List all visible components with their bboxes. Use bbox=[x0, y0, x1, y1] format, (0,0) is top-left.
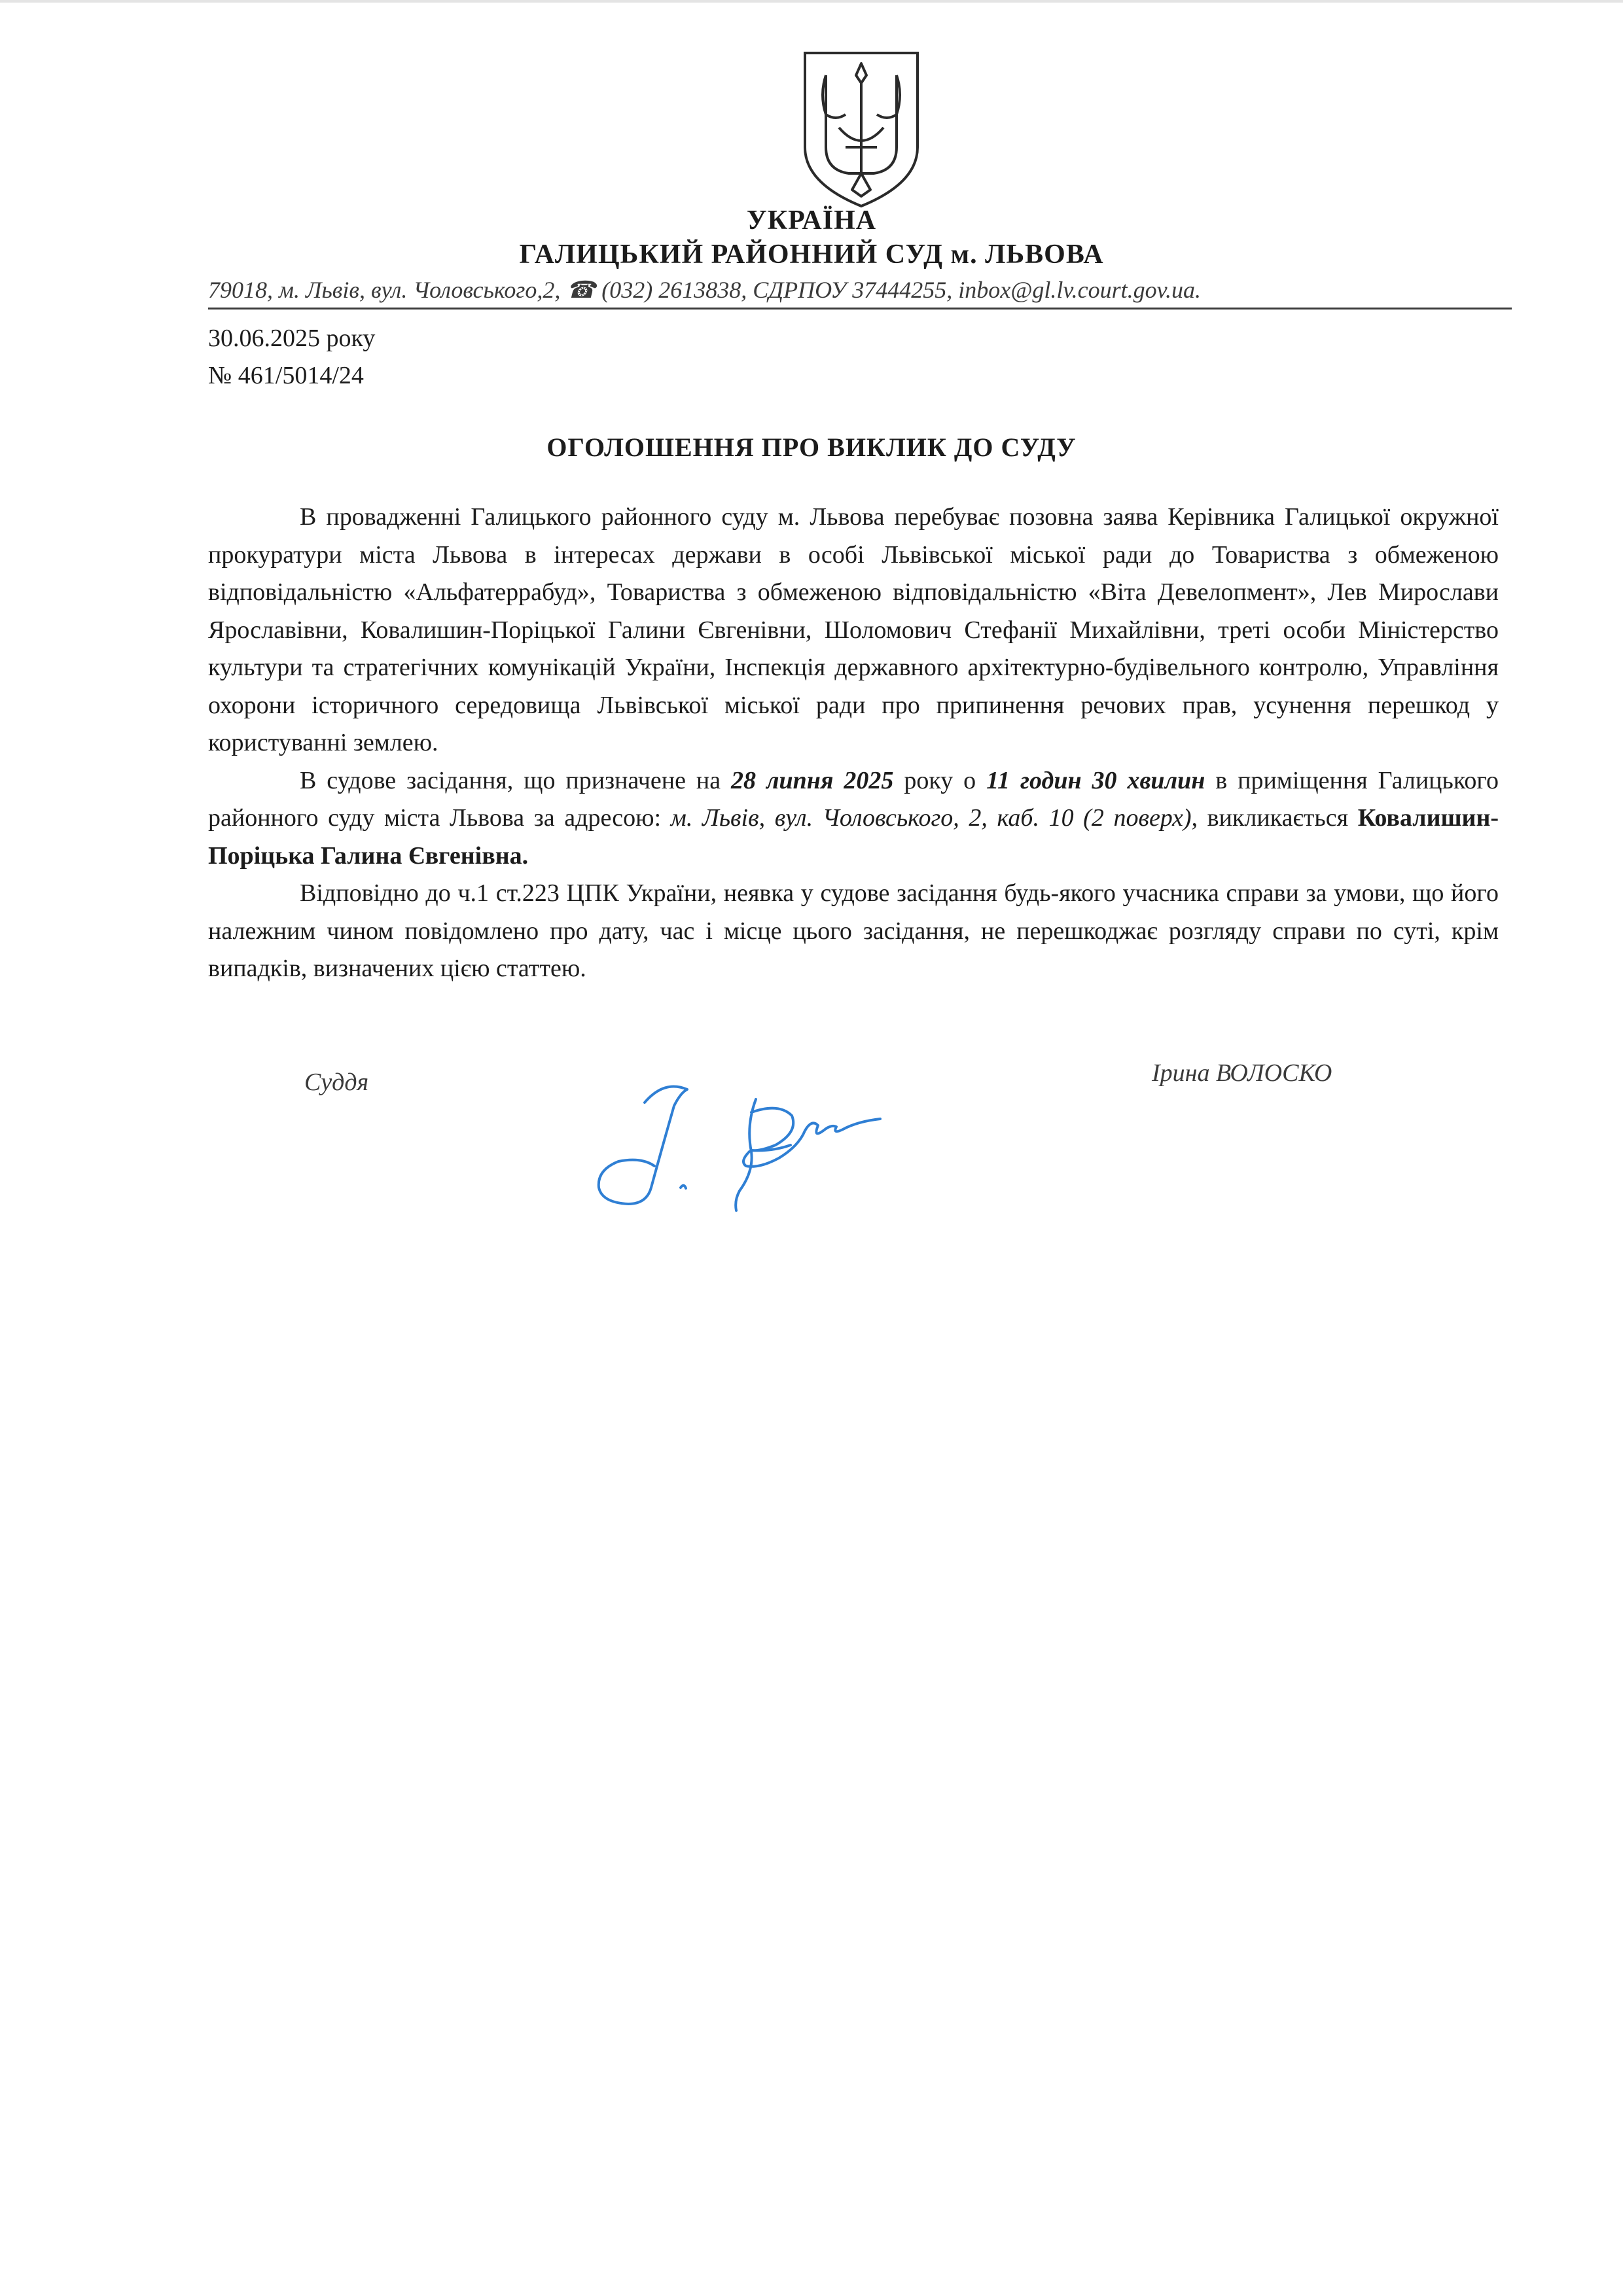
hearing-text-3: в приміщення Галицького районного суду міста Львова за адресою: bbox=[208, 766, 1499, 832]
country-heading: УКРАЇНА bbox=[746, 205, 877, 236]
document-body bbox=[208, 499, 1499, 988]
coat-of-arms-icon bbox=[800, 49, 923, 209]
contact-details: (032) 2613838, СДРПОУ 37444255, inbox@gl.lv.court.gov.ua. bbox=[601, 277, 1201, 303]
phone-icon: ☎ bbox=[566, 277, 596, 303]
document-date: 30.06.2025 року bbox=[208, 325, 376, 352]
scan-top-edge bbox=[0, 0, 1623, 3]
judge-label: Суддя bbox=[304, 1069, 369, 1096]
hearing-text-2: року о bbox=[893, 766, 987, 794]
hearing-address: м. Львів, вул. Чоловського, 2, каб. 10 (2 поверх) bbox=[670, 804, 1192, 832]
hearing-text-1: В судове засідання, що призначене на bbox=[300, 766, 732, 794]
document-title: ОГОЛОШЕННЯ ПРО ВИКЛИК ДО СУДУ bbox=[546, 433, 1077, 462]
address-text: 79018, м. Львів, вул. Чоловського,2, bbox=[208, 277, 561, 303]
paragraph-legal-basis: Відповідно до ч.1 ст.223 ЦПК України, неявка у судове засідання будь-якого учасника справи за умови, що його належним чином повідомлено про дату, час і місце цього засідання, не перешкоджає розгляду справи по суті, крім випадків, визначених цією статтею. bbox=[208, 879, 1499, 982]
court-address-line bbox=[208, 276, 1517, 304]
hearing-date: 28 липня 2025 bbox=[731, 766, 894, 794]
hearing-time: 11 годин 30 хвилин bbox=[986, 766, 1205, 794]
paragraph-claim: В провадженні Галицького районного суду м. Львова перебуває позовна заява Керівника Галицької окружної прокуратури міста Львова в інтересах держави в особі Львівської міської ради до Товариства з обмеженою відповідальністю «Альфатеррабуд», Товариства з обмеженою відповідальністю «Віта Девелопмент», Лев Мирослави Ярославівни, Ковалишин-Порiцької Галини Євгенівни, Шоломович Стефанії Михайлівни, треті особи Міністерство культури та стратегічних комунікацій України, Інспекція державного архітектурно-будівельного контролю, Управління охорони історичного середовища Львівської міської ради про припинення речових прав, усунення перешкод у користуванні землею. bbox=[208, 503, 1499, 756]
court-name-heading: ГАЛИЦЬКИЙ РАЙОННИЙ СУД м. ЛЬВОВА bbox=[519, 239, 1104, 270]
judge-name: Ірина ВОЛОСКО bbox=[1152, 1059, 1332, 1087]
summoned-person: Ковалишин-Порiцька Галина Євгенівна. bbox=[208, 804, 1499, 870]
header-divider bbox=[208, 308, 1512, 309]
case-number: № 461/5014/24 bbox=[208, 362, 364, 389]
hearing-text-4: , викликається bbox=[1191, 804, 1358, 832]
paragraph-hearing bbox=[208, 762, 1499, 875]
handwritten-signature bbox=[582, 1053, 949, 1230]
